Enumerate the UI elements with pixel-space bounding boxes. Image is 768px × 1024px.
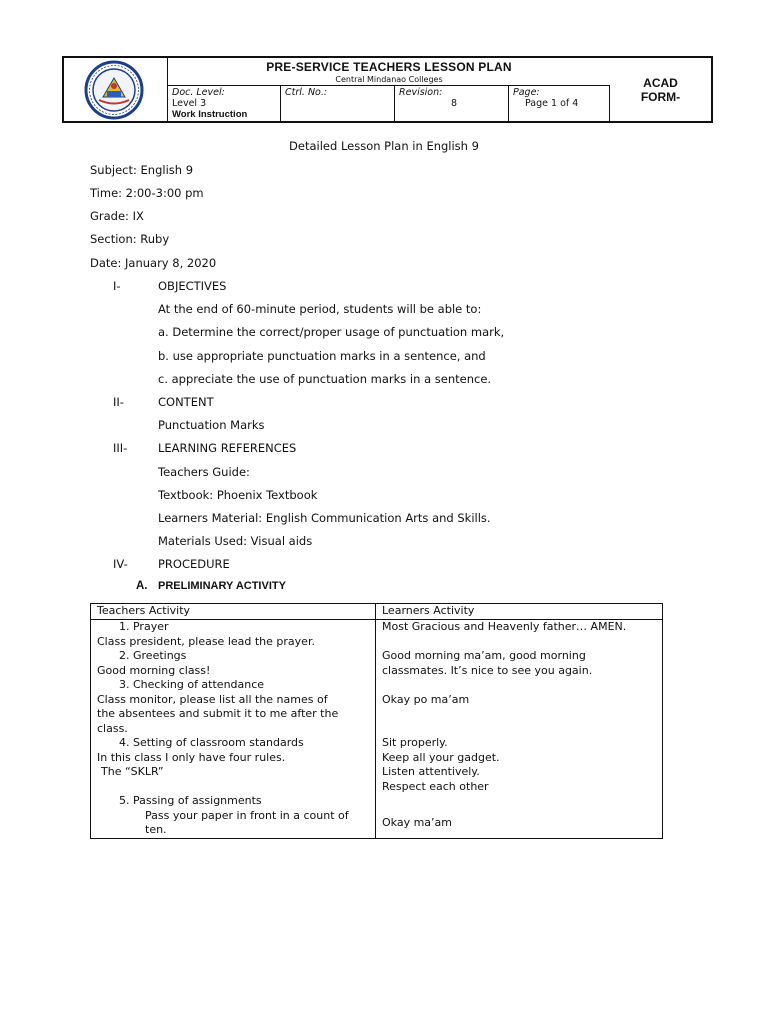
date-line: Date: January 8, 2020	[90, 256, 217, 270]
learners-activity-header: Learners Activity	[376, 604, 663, 620]
teacher-line: 5. Passing of assignments	[119, 794, 262, 807]
learner-line: Sit properly.	[382, 736, 448, 749]
learner-line: Okay ma’am	[382, 816, 452, 829]
header-subtitle: Central Mindanao Colleges	[335, 75, 443, 84]
learner-line: Good morning ma’am, good morning	[382, 649, 586, 662]
teacher-line: Class monitor, please list all the names of	[97, 692, 328, 706]
teacher-line: the absentees and submit it to me after the	[97, 707, 339, 720]
form-code-line2: FORM-	[640, 90, 681, 104]
teachers-activity-cell	[91, 620, 376, 839]
teacher-line: ten.	[145, 823, 167, 836]
grade-line: Grade: IX	[90, 209, 144, 223]
form-code-line1: ACAD	[643, 76, 678, 90]
teacher-line: In this class I only have four rules.	[97, 750, 286, 764]
references-number: III-	[113, 441, 128, 455]
procedure-heading: PROCEDURE	[158, 557, 230, 571]
table-header-row	[91, 604, 663, 620]
content-heading: CONTENT	[158, 395, 214, 409]
page-label: Page:	[513, 87, 540, 98]
learner-line: classmates. It’s nice to see you again.	[382, 663, 593, 677]
teachers-guide: Teachers Guide:	[158, 465, 250, 479]
logo-cell	[64, 58, 168, 121]
objectives-heading: OBJECTIVES	[158, 279, 227, 293]
objectives-intro: At the end of 60-minute period, students will be able to:	[158, 302, 482, 316]
header-title-cell	[168, 58, 610, 86]
ctrl-no-label: Ctrl. No.:	[285, 87, 328, 98]
objective-b: b. use appropriate punctuation marks in a sentence, and	[158, 349, 486, 363]
learner-spacer	[382, 635, 656, 650]
ctrl-no-cell	[281, 86, 395, 121]
revision-label: Revision:	[399, 87, 443, 98]
revision-value: 8	[451, 98, 458, 109]
teachers-activity-header: Teachers Activity	[91, 604, 376, 620]
page-value: Page 1 of 4	[525, 98, 579, 109]
teacher-line: class.	[97, 721, 128, 735]
teacher-line: Pass your paper in front in a count of	[145, 808, 349, 822]
learners-material: Learners Material: English Communication Arts and Skills.	[158, 511, 491, 525]
teacher-line: Class president, please lead the prayer.	[97, 634, 315, 648]
objectives-number: I-	[113, 279, 121, 293]
teacher-line: 3. Checking of attendance	[119, 678, 265, 691]
teacher-spacer	[97, 780, 369, 795]
learner-line: Keep all your gadget.	[382, 750, 500, 764]
form-code-cell	[610, 58, 711, 121]
teacher-line: 4. Setting of classroom standards	[119, 736, 304, 749]
teacher-line: 1. Prayer	[119, 620, 169, 633]
doc-level-label: Doc. Level:	[172, 87, 225, 98]
section-line: Section: Ruby	[90, 232, 170, 246]
doc-level-value: Level 3	[172, 98, 207, 109]
learner-line: Most Gracious and Heavenly father… AMEN.	[382, 620, 627, 633]
content-topic: Punctuation Marks	[158, 418, 265, 432]
textbook: Textbook: Phoenix Textbook	[158, 488, 318, 502]
procedure-number: IV-	[113, 557, 128, 571]
header-title: PRE-SERVICE TEACHERS LESSON PLAN	[266, 60, 512, 74]
learner-line: Okay po ma’am	[382, 692, 470, 706]
revision-cell	[395, 86, 509, 121]
learner-spacer	[382, 794, 656, 816]
learner-spacer	[382, 707, 656, 736]
objective-a: a. Determine the correct/proper usage of punctuation mark,	[158, 325, 505, 339]
subject-line: Subject: English 9	[90, 163, 194, 177]
references-heading: LEARNING REFERENCES	[158, 441, 297, 455]
learner-line: Respect each other	[382, 779, 489, 793]
college-seal-logo	[81, 60, 147, 120]
doc-level-cell	[168, 86, 281, 121]
lesson-plan-title: Detailed Lesson Plan in English 9	[289, 139, 479, 153]
content-number: II-	[113, 395, 124, 409]
page-cell	[509, 86, 610, 121]
table-row	[91, 620, 663, 839]
preliminary-heading: PRELIMINARY ACTIVITY	[158, 580, 286, 592]
teacher-line: 2. Greetings	[119, 649, 187, 662]
teacher-line: Good morning class!	[97, 663, 211, 677]
doc-level-type: Work Instruction	[172, 109, 248, 120]
preliminary-activity-table	[90, 603, 663, 839]
learner-line: Listen attentively.	[382, 765, 480, 778]
time-line: Time: 2:00-3:00 pm	[90, 186, 204, 200]
learners-activity-cell	[376, 620, 663, 839]
preliminary-label: A.	[136, 580, 148, 592]
objective-c: c. appreciate the use of punctuation marks in a sentence.	[158, 372, 492, 386]
teacher-line: The “SKLR”	[101, 765, 164, 778]
materials-used: Materials Used: Visual aids	[158, 534, 313, 548]
document-header	[62, 56, 713, 123]
learner-spacer	[382, 678, 656, 693]
